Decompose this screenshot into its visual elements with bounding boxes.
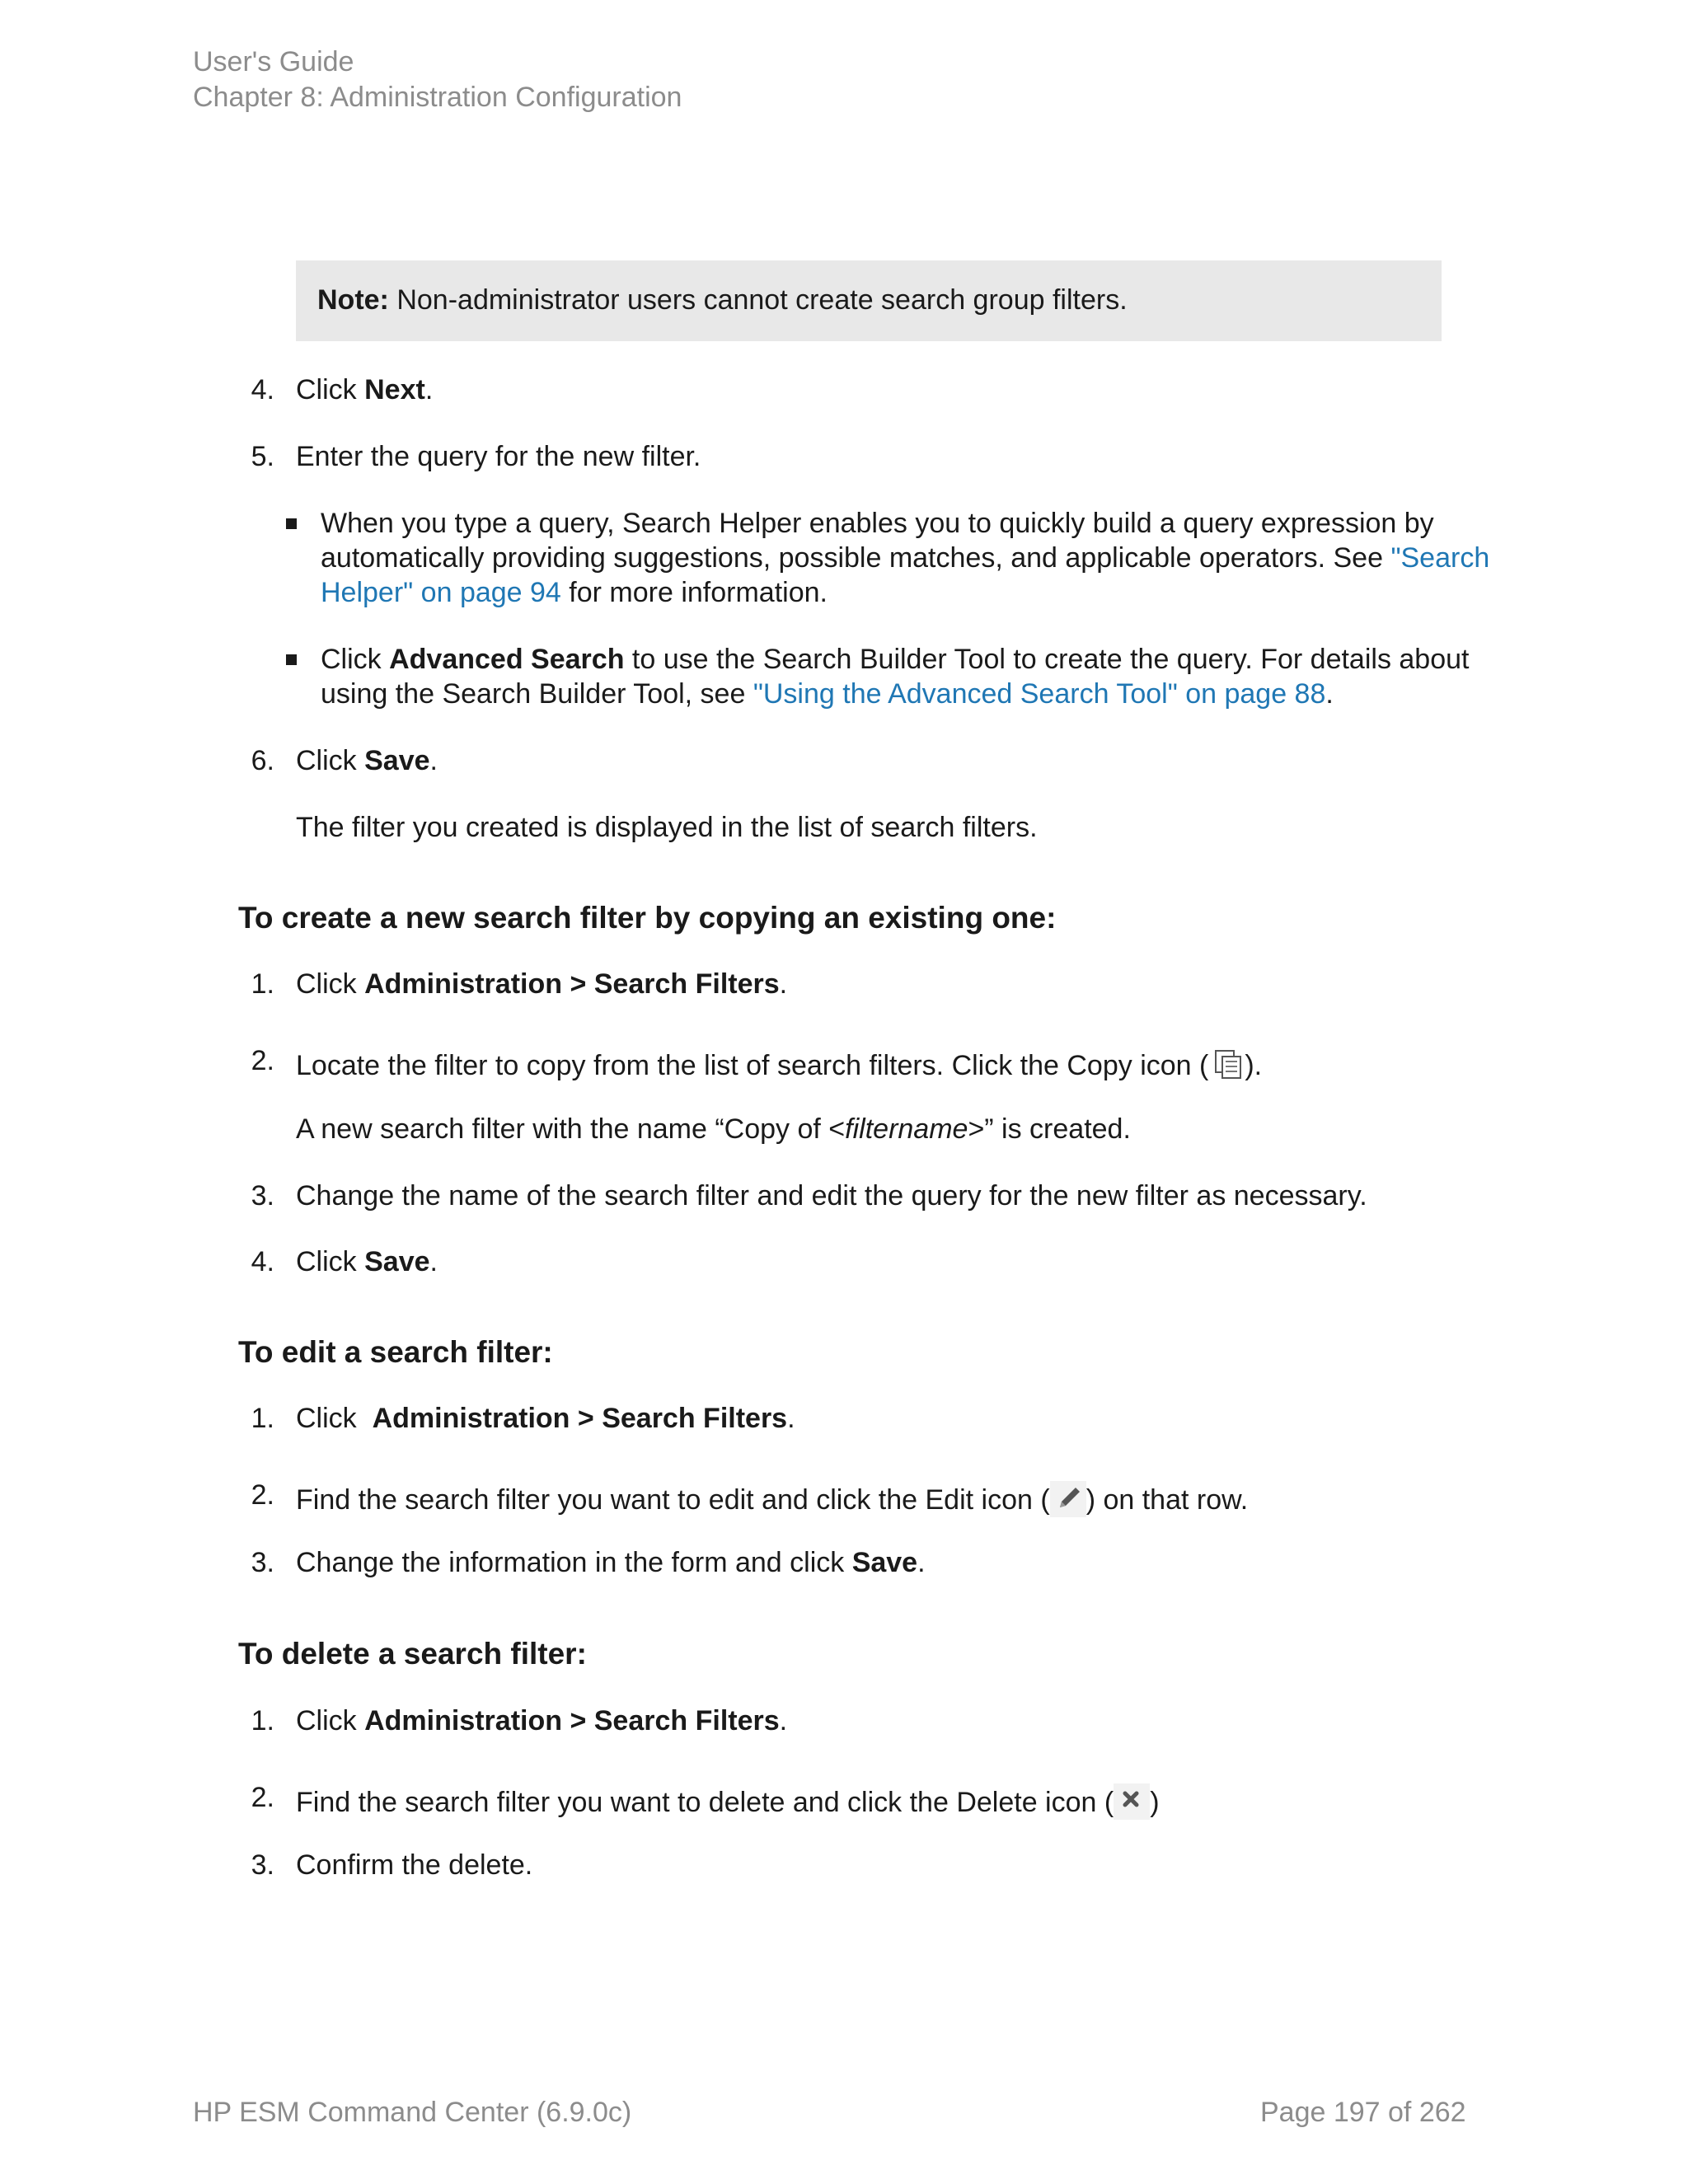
search-helper-link[interactable]: "Search [1390,542,1490,574]
search-helper-link[interactable]: Helper" on page 94 [321,577,561,608]
step-number: 5. [251,441,274,472]
step-text: Change the name of the search filter and edit the query for the new filter as necessary. [296,1180,1367,1212]
copy-icon [1208,1047,1245,1083]
step-text: Click Next. [296,374,434,405]
step-number: 1. [251,1705,274,1736]
step-text: Click Administration > Search Filters. [296,1403,795,1434]
bullet-square [286,654,297,665]
step-number: 2. [251,1479,274,1511]
step-text: Click Save. [296,1246,438,1277]
step-number: 4. [251,1246,274,1277]
step-number: 3. [251,1180,274,1212]
note-box [296,260,1442,341]
running-header-guide: User's Guide [193,46,354,77]
step-text: Enter the query for the new filter. [296,441,701,472]
step-number: 1. [251,968,274,1000]
step-number: 3. [251,1849,274,1881]
step-number: 2. [251,1782,274,1813]
footer-product: HP ESM Command Center (6.9.0c) [193,2097,632,2128]
step-text: Click Save. [296,745,438,776]
bullet-text-line: using the Search Builder Tool, see "Using the Advanced Search Tool" on page 88. [321,678,1334,710]
delete-x-icon [1114,1783,1150,1820]
step-number: 2. [251,1045,274,1076]
step-text: Find the search filter you want to delete and click the Delete icon ( ) [296,1783,1160,1820]
step-text: Click Administration > Search Filters. [296,968,788,1000]
step-result: A new search filter with the name “Copy of <filtername>” is created. [296,1113,1131,1145]
step-number: 4. [251,374,274,405]
note-body: Non-administrator users cannot create search group filters. [396,284,1128,316]
section-heading-delete: To delete a search filter: [238,1637,587,1671]
bullet-text-line: automatically providing suggestions, possible matches, and applicable operators. See "Search [321,542,1490,574]
running-header-chapter: Chapter 8: Administration Configuration [193,82,682,113]
step-text: Click Administration > Search Filters. [296,1705,788,1736]
section-heading-edit: To edit a search filter: [238,1335,553,1369]
note-label: Note: [317,284,389,316]
step-text: Locate the filter to copy from the list of search filters. Click the Copy icon ( ). [296,1047,1262,1083]
step-text: Change the information in the form and click Save. [296,1547,926,1578]
step-number: 6. [251,745,274,776]
footer-page-number: Page 197 of 262 [1260,2097,1466,2128]
advanced-search-tool-link[interactable]: "Using the Advanced Search Tool" on page 88 [753,678,1326,710]
step-text: Confirm the delete. [296,1849,533,1881]
bullet-text-line: When you type a query, Search Helper enables you to quickly build a query expression by [321,508,1434,539]
note-text [317,284,1128,316]
step-result: The filter you created is displayed in the list of search filters. [296,812,1038,843]
bullet-text-line: Helper" on page 94 for more information. [321,577,828,608]
step-number: 3. [251,1547,274,1578]
bullet-text-line: Click Advanced Search to use the Search Builder Tool to create the query. For details about [321,644,1470,675]
step-number: 1. [251,1403,274,1434]
bullet-square [286,518,297,529]
section-heading-copy: To create a new search filter by copying an existing one: [238,901,1057,935]
step-text: Find the search filter you want to edit and click the Edit icon ( ) on that row. [296,1481,1248,1517]
pencil-icon [1050,1481,1086,1517]
